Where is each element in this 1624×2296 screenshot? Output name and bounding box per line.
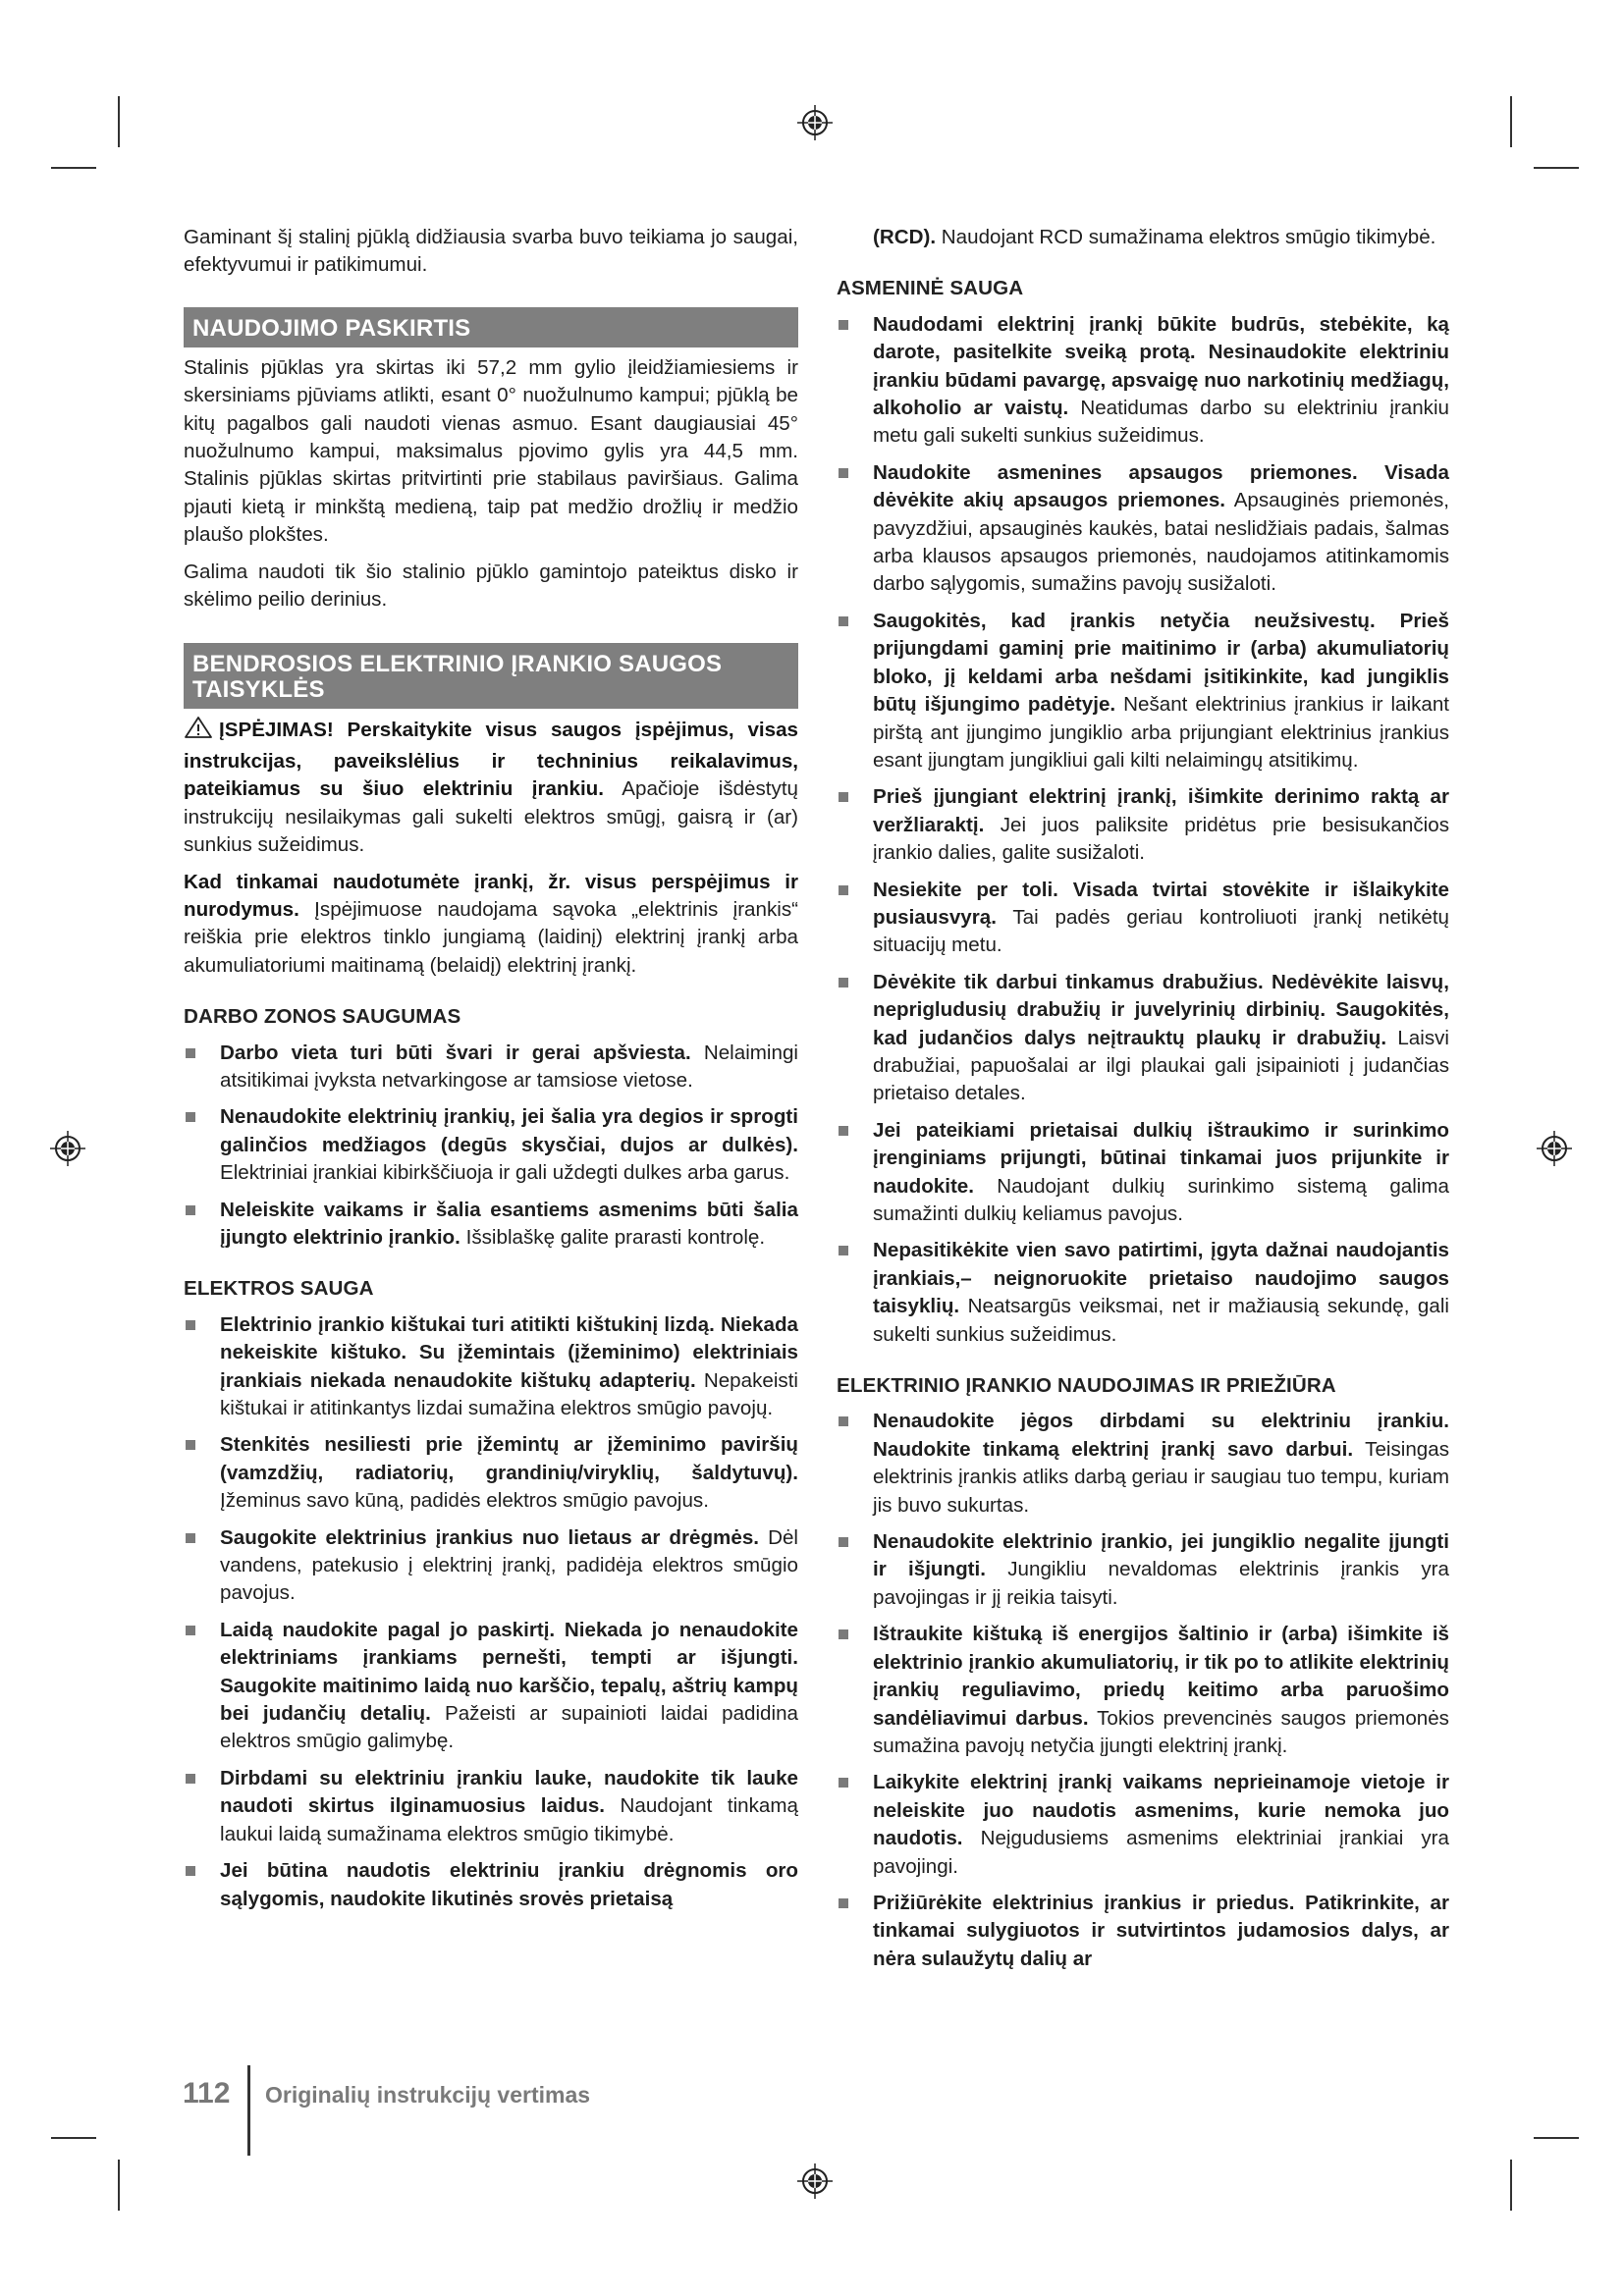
warning-paragraph [184,716,798,859]
section-banner: NAUDOJIMO PASKIRTIS [184,307,798,347]
body-text: Jei juos paliksite pridėtus prie besisukančios įrankio dalies, galite susižaloti. [873,813,1449,865]
crop-mark [1534,167,1579,169]
bullet-item [184,1431,798,1515]
bold-lead-text: Stenkitės nesiliesti prie įžemintų ar įžeminimo paviršių (vamzdžių, radiatorių, grandinių/viryklių, šaldytuvų). [220,1433,798,1484]
bold-lead-text: Naudodami elektrinį įrankį būkite budrūs, stebėkite, ką darote, pasitelkite sveiką protą. Nesinaudokite elektriniu įrankiu būdami pavargę, apsvaigę nuo narkotinių medžiagų, alkoholio ar vaistų. [873,312,1449,420]
bullet-item [837,877,1449,960]
bold-lead-text: Jei pateikiami prietaisai dulkių ištraukimo ir surinkimo įrenginiams prijungti, būtinai tinkamai juos prijunkite ir naudokite. [873,1118,1449,1198]
bold-lead-text: Ištraukite kištuką iš energijos šaltinio ir (arba) išimkite iš elektrinio įrankio akumuliatorių, ir tik po to atlikite elektrinių įrankių reguliavimo, priedų keitimo arba paruošimo sandėliavimui darbus. [873,1623,1449,1730]
body-text: Neįgudusiems asmenims elektriniai įrankiai yra pavojingi. [873,1827,1449,1878]
paragraph [184,224,798,280]
subsection-heading: ELEKTRINIO ĮRANKIO NAUDOJIMAS IR PRIEŽIŪRA [837,1374,1336,1398]
bullet-item [184,1103,798,1187]
bullet-square-icon [839,1126,848,1136]
bullet-item [837,608,1449,774]
body-text: Laisvi drabužiai, papuošalai ar ilgi plaukai gali įsipainioti į judančias prietaiso detales. [873,1026,1449,1105]
crop-mark [1510,2160,1512,2211]
bold-lead-text: Kad tinkamai naudotumėte įrankį, žr. visus perspėjimus ir nurodymus. [184,870,798,921]
bullet-square-icon [186,1112,195,1122]
body-text: Galima naudoti tik šio stalinio pjūklo gamintojo pateiktus disko ir skėlimo peilio derinius. [184,560,798,612]
bullet-square-icon [839,978,848,988]
registration-mark-icon [48,1129,87,1168]
bullet-square-icon [186,1533,195,1543]
body-text: Nelaimingi atsitikimai įvyksta netvarkingose ar tamsiose vietose. [220,1041,798,1092]
bullet-square-icon [839,1778,848,1788]
bold-lead-text: Nenaudokite jėgos dirbdami su elektriniu įrankiu. Naudokite tinkamą elektrinį įrankį savo darbui. [873,1410,1449,1461]
bullet-square-icon [839,1537,848,1547]
bullet-square-icon [839,792,848,802]
body-text: Tai padės geriau kontroliuoti įrankį netikėtų situacijų metu. [873,905,1449,957]
bullet-square-icon [186,1774,195,1784]
bullet-item [184,1311,798,1423]
bold-lead-text: Laikykite elektrinį įrankį vaikams neprieinamoje vietoje ir neleiskite juo naudotis asmenims, kurie nemoka juo naudotis. [873,1771,1449,1850]
bullet-square-icon [839,1898,848,1908]
subsection-heading: ASMENINĖ SAUGA [837,277,1024,300]
footer-title: Originalių instrukcijų vertimas [265,2082,591,2108]
bold-lead-text: Prižiūrėkite elektrinius įrankius ir priedus. Patikrinkite, ar tinkamai sulygiuotos ir sutvirtintos judamosios dalys, ar nėra sulaužytų dalių ar [873,1891,1449,1970]
bold-lead-text: Nepasitikėkite vien savo patirtimi, įgyta dažnai naudojantis įrankiais,– neignoruokite prietaiso naudojimo saugos taisyklių. [873,1239,1449,1318]
bold-lead-text: Naudokite asmenines apsaugos priemones. Visada dėvėkite akių apsaugos priemones. [873,460,1449,512]
bullet-square-icon [839,320,848,330]
bullet-square-icon [839,885,848,895]
bold-lead-text: Dirbdami su elektriniu įrankiu lauke, naudokite tik lauke naudoti skirtus ilginamuosius laidus. [220,1766,798,1818]
bold-lead-text: ĮSPĖJIMAS! Perskaitykite visus saugos įspėjimus, visas instrukcijas, paveikslėlius ir techninius reikalavimus, pateikiamus su šiuo elektriniu įrankiu. [184,719,798,801]
warning-triangle-icon [184,716,213,747]
body-text: Naudojant dulkių surinkimo sistemą galima sumažinti dulkių keliamus pavojus. [873,1174,1449,1225]
body-text: Stalinis pjūklas yra skirtas iki 57,2 mm gylio įleidžiamiesiems ir skersiniams pjūviams atlikti, esant 0° nuožulnumo kampui; pjūklą be kitų pagalbos gali naudoti vienas asmuo. Esant daugiausiai 45° nuožulnumo kampui, maksimalus pjovimo gylis yra 44,5 mm. Stalinis pjūklas skirtas pritvirtinti prie stabilaus paviršiaus. Galima pjauti kietą ir minkštą medieną, taip pat medžio drožlių ir medžio plaušo plokštes. [184,355,798,547]
bullet-square-icon [186,1440,195,1450]
subsection-heading: ELEKTROS SAUGA [184,1277,374,1301]
bullet-item [184,1197,798,1253]
crop-mark [51,167,96,169]
bullet-item [184,1524,798,1608]
bullet-item [837,969,1449,1108]
bullet-item [184,1857,798,1913]
right-column [837,224,1449,1982]
bullet-item [837,1890,1449,1973]
bold-lead-text: Nesiekite per toli. Visada tvirtai stovėkite ir išlaikykite pusiausvyrą. [873,878,1449,929]
body-text: Elektriniai įrankiai kibirkščiuoja ir gali uždegti dulkes arba garus. [220,1161,790,1185]
crop-mark [51,2137,96,2139]
bullet-square-icon [839,1629,848,1639]
body-text: Tokios prevencinės saugos priemonės sumažina pavojų netyčia įjungti elektrinį įrankį. [873,1706,1449,1757]
body-text: Dėl vandens, patekusio į elektrinį įrankį, padidėja elektros smūgio pavojus. [220,1525,798,1605]
bullet-item [184,1617,798,1756]
bullet-item [837,1408,1449,1520]
bold-lead-text: Saugokite elektrinius įrankius nuo lietaus ar drėgmės. [220,1525,759,1549]
body-text: Apsauginės priemonės, pavyzdžiui, apsauginės kaukės, batai neslidžiais padais, šalmas arba klausos apsaugos priemonės, naudojamos atitinkamomis darbo sąlygomis, sumažins pavojų susižaloti. [873,489,1449,596]
registration-mark-icon [795,2162,835,2201]
crop-mark [1534,2137,1579,2139]
body-text: Gaminant šį stalinį pjūklą didžiausia svarba buvo teikiama jo saugai, efektyvumui ir patikimumui. [184,226,798,277]
registration-mark-icon [795,103,835,142]
body-text: Apačioje išdėstytų instrukcijų nesilaikymas gali sukelti elektros smūgį, gaisrą ir (ar) sunkius sužeidimus. [184,777,798,857]
footer-divider [247,2065,250,2156]
bullet-square-icon [186,1626,195,1635]
bullet-item [837,783,1449,867]
bold-lead-text: Elektrinio įrankio kištukai turi atitikti kištukinį lizdą. Niekada nekeiskite kištuko. Su įžemintais (įžeminimo) elektriniais įrankiais niekada nenaudokite kištukų adapterių. [220,1312,798,1392]
bullet-item [837,1237,1449,1349]
page-number: 112 [183,2077,231,2109]
body-text: Naudojant RCD sumažinama elektros smūgio tikimybė. [936,226,1436,248]
bullet-item [837,1117,1449,1229]
bullet-item [837,1769,1449,1881]
bold-lead-text: Saugokitės, kad įrankis netyčia neužsivestų. Prieš prijungdami gaminį prie maitinimo ir (arba) akumuliatorių bloko, jį keldami arba nešdami įsitikinkite, kad jungiklis būtų išjungimo padėtyje. [873,609,1449,717]
body-text: Naudojant tinkamą laukui laidą sumažinama elektros smūgio tikimybė. [220,1794,798,1845]
bold-lead-text: Neleiskite vaikams ir šalia esantiems asmenims būti šalia įjungto elektrinio įrankio. [220,1198,798,1249]
bold-lead-text: Nenaudokite elektrinių įrankių, jei šalia yra degios ir sprogti galinčios medžiagos (degūs skysčiai, dujos ar dulkės). [220,1105,798,1156]
paragraph [184,354,798,550]
bullet-item [837,1528,1449,1612]
bullet-item [837,1621,1449,1760]
bullet-square-icon [186,1205,195,1215]
body-text: Neatsargūs veiksmai, net ir mažiausią sekundę, gali sukelti sunkius sužeidimus. [873,1295,1449,1346]
section-banner: BENDROSIOS ELEKTRINIO ĮRANKIO SAUGOS TAISYKLĖS [184,643,798,709]
bullet-square-icon [186,1320,195,1330]
bullet-item [184,1040,798,1095]
bullet-item [837,311,1449,451]
paragraph [837,224,1449,251]
bold-lead-text: Prieš įjungiant elektrinį įrankį, išimkite derinimo raktą ar veržliaraktį. [873,785,1449,836]
crop-mark [1510,96,1512,147]
subsection-heading: DARBO ZONOS SAUGUMAS [184,1005,461,1029]
bold-lead-text: Laidą naudokite pagal jo paskirtį. Niekada jo nenaudokite elektriniams įrankiams pernešti, tempti ar išjungti. Saugokite maitinimo laidą nuo karščio, tepalų, aštrių kampų bei judančių detalių. [220,1618,798,1726]
bold-lead-text: Dėvėkite tik darbui tinkamus drabužius. Nedėvėkite laisvų, neprigludusių drabužių ir juvelyrinių dirbinių. Saugokitės, kad judančios dalys neįtrauktų plaukų ir drabužių. [873,970,1449,1049]
crop-mark [118,2160,120,2211]
paragraph [184,869,798,981]
registration-mark-icon [1535,1129,1574,1168]
body-text: Neatidumas darbo su elektriniu įrankiu metu gali sukelti sunkius sužeidimus. [873,397,1449,448]
bullet-square-icon [839,468,848,478]
bold-lead-text: (RCD). [873,226,937,248]
left-column [184,224,798,1922]
body-text: Teisingas elektrinis įrankis atliks darbą geriau ir saugiau tuo tempu, kuriam jis buvo sukurtas. [873,1437,1449,1517]
body-text: Pažeisti ar supainioti laidai padidina elektros smūgio galimybę. [220,1702,798,1753]
paragraph [184,559,798,614]
bold-lead-text: Jei būtina naudotis elektriniu įrankiu drėgnomis oro sąlygomis, naudokite likutinės srovės prietaisą [220,1859,798,1910]
bullet-square-icon [839,1246,848,1255]
bullet-item [184,1765,798,1848]
body-text: Jungikliu nevaldomas elektrinis įrankis yra pavojingas ir jį reikia taisyti. [873,1558,1449,1609]
body-text: Išsiblaškę galite prarasti kontrolę. [460,1225,766,1249]
bold-lead-text: Darbo vieta turi būti švari ir gerai apšviesta. [220,1041,691,1064]
bullet-square-icon [186,1048,195,1058]
body-text: Įžeminus savo kūną, padidės elektros smūgio pavojus. [220,1489,709,1513]
bullet-square-icon [839,616,848,626]
bullet-square-icon [839,1416,848,1426]
crop-mark [118,96,120,147]
bold-lead-text: Nenaudokite elektrinio įrankio, jei jungiklio negalite įjungti ir išjungti. [873,1530,1449,1581]
bullet-item [837,459,1449,599]
bullet-square-icon [186,1866,195,1876]
body-text: Įspėjimuose naudojama sąvoka „elektrinis įrankis“ reiškia prie elektros tinklo jungiamą (laidinį) elektrinį įrankį arba akumuliatoriumi maitinamą (belaidį) elektrinį įrankį. [184,897,798,977]
body-text: Nešant elektrinius įrankius ir laikant pirštą ant įjungimo jungiklio arba prijungiant elektrinius įrankius esant įjungtam jungikliui gali kilti nelaimingų atsitikimų. [873,693,1450,772]
body-text: Nepakeisti kištukai ir atitinkantys lizdai sumažina elektros smūgio pavojų. [220,1368,798,1419]
